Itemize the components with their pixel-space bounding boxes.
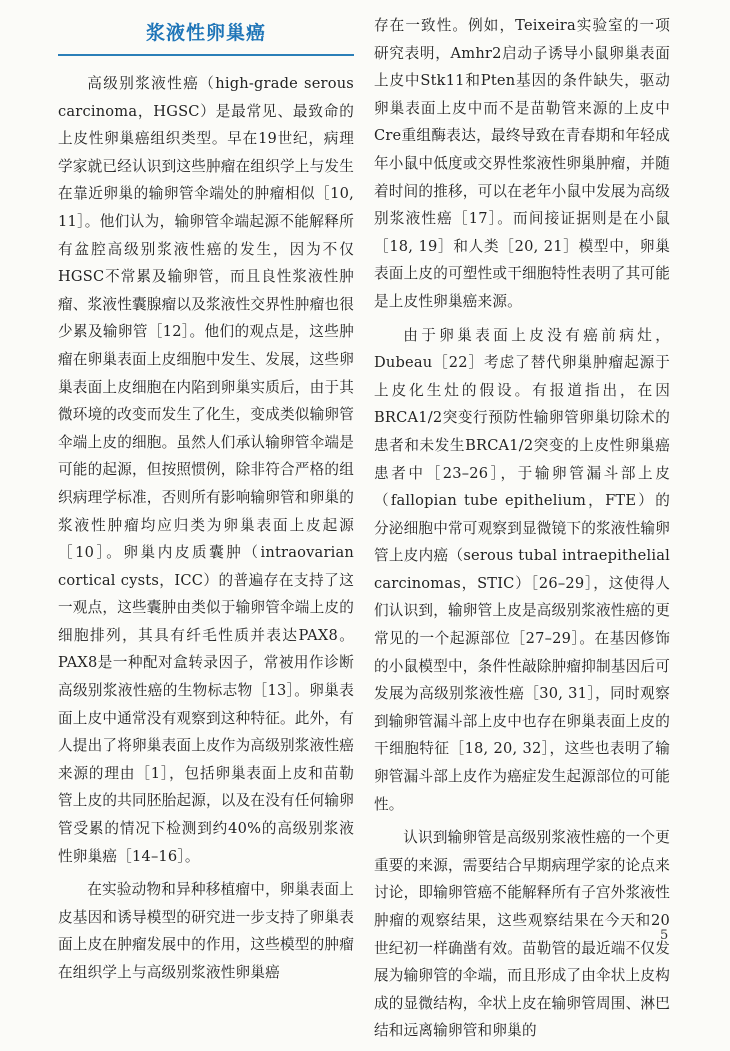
paragraph: 由于卵巢表面上皮没有癌前病灶，Dubeau［22］考虑了替代卵巢肿瘤起源于上皮化生灶的假设。有报道指出，在因BRCA1/2突变行预防性输卵管卵巢切除术的患者和未发生BRCA1/2突变的上皮性卵巢癌患者中［23–26］，于输卵管漏斗部上皮（fallopian tube epithelium，FTE）的分泌细胞中常可观察到显微镜下的浆液性输卵管上皮内癌（serous tubal intraepithelial carcinomas，STIC）［26–29］，这使得人们认识到，输卵管上皮是高级别浆液性癌的更常见的一个起源部位［27–29］。在基因修饰的小鼠模型中，条件性敲除肿瘤抑制基因后可发展为高级别浆液性癌［30, 31］，同时观察到输卵管漏斗部上皮中也存在卵巢表面上皮的干细胞特征［18, 20, 32］，这些也表明了输卵管漏斗部上皮作为癌症发生起源部位的可能性。 (374, 326, 670, 813)
paragraph: 存在一致性。例如，Teixeira实验室的一项研究表明，Amhr2启动子诱导小鼠卵巢表面上皮中Stk11和Pten基因的条件缺失，驱动卵巢表面上皮中而不是苗勒管来源的上皮中Cre重组酶表达，最终导致在青春期和年轻成年小鼠中低度或交界性浆液性卵巢肿瘤，并随着时间的推移，可以在老年小鼠中发展为高级别浆液性癌［17］。而间接证据则是在小鼠［18, 19］和人类［20, 21］模型中，卵巢表面上皮的可塑性或干细胞特性表明了其可能是上皮性卵巢癌来源。 (374, 17, 670, 310)
right-column (374, 12, 670, 1051)
paragraph: 高级别浆液性癌（high-grade serous carcinoma，HGSC）是最常见、最致命的上皮性卵巢癌组织类型。早在19世纪，病理学家就已经认识到这些肿瘤在组织学上与发生在靠近卵巢的输卵管伞端处的肿瘤相似［10, 11］。他们认为，输卵管伞端起源不能解释所有盆腔高级别浆液性癌的发生，因为不仅HGSC不常累及输卵管，而且良性浆液性肿瘤、浆液性囊腺瘤以及浆液性交界性肿瘤也很少累及输卵管［12］。他们的观点是，这些肿瘤在卵巢表面上皮细胞中发生、发展，这些卵巢表面上皮细胞在内陷到卵巢实质后，由于其微环境的改变而发生了化生，变成类似输卵管伞端上皮的细胞。虽然人们承认输卵管伞端是可能的起源，但按照惯例，除非符合严格的组织病理学标准，否则所有影响输卵管和卵巢的浆液性肿瘤均应归类为卵巢表面上皮起源［10］。卵巢内皮质囊肿（intraovarian cortical cysts，ICC）的普遍存在支持了这一观点，这些囊肿由类似于输卵管伞端上皮的细胞排列，其具有纤毛性质并表达PAX8。PAX8是一种配对盒转录因子，常被用作诊断高级别浆液性癌的生物标志物［13］。卵巢表面上皮中通常没有观察到这种特征。此外，有人提出了将卵巢表面上皮作为高级别浆液性癌来源的理由［1］，包括卵巢表面上皮和苗勒管上皮的共同胚胎起源，以及在没有任何输卵管受累的情况下检测到约40%的高级别浆液性卵巢癌［14–16］。 (58, 75, 354, 865)
paragraph: 在实验动物和异种移植瘤中，卵巢表面上皮基因和诱导模型的研究进一步支持了卵巢表面上皮在肿瘤发展中的作用，这些模型的肿瘤在组织学上与高级别浆液性卵巢癌 (58, 881, 354, 981)
paragraph: 认识到输卵管是高级别浆液性癌的一个更重要的来源，需要结合早期病理学家的论点来讨论，即输卵管癌不能解释所有子宫外浆液性肿瘤的观察结果，这些观察结果在今天和20世纪初一样确凿有效。苗勒管的最近端不仅发展为输卵管的伞端，而且形成了由伞状上皮构成的显微结构，伞状上皮在输卵管周围、淋巴结和远离输卵管和卵巢的 (374, 829, 670, 1040)
page-number: 5 (660, 928, 669, 943)
section-title: 浆液性卵巢癌 (145, 22, 266, 45)
section-header (58, 14, 354, 56)
left-column (58, 14, 354, 993)
